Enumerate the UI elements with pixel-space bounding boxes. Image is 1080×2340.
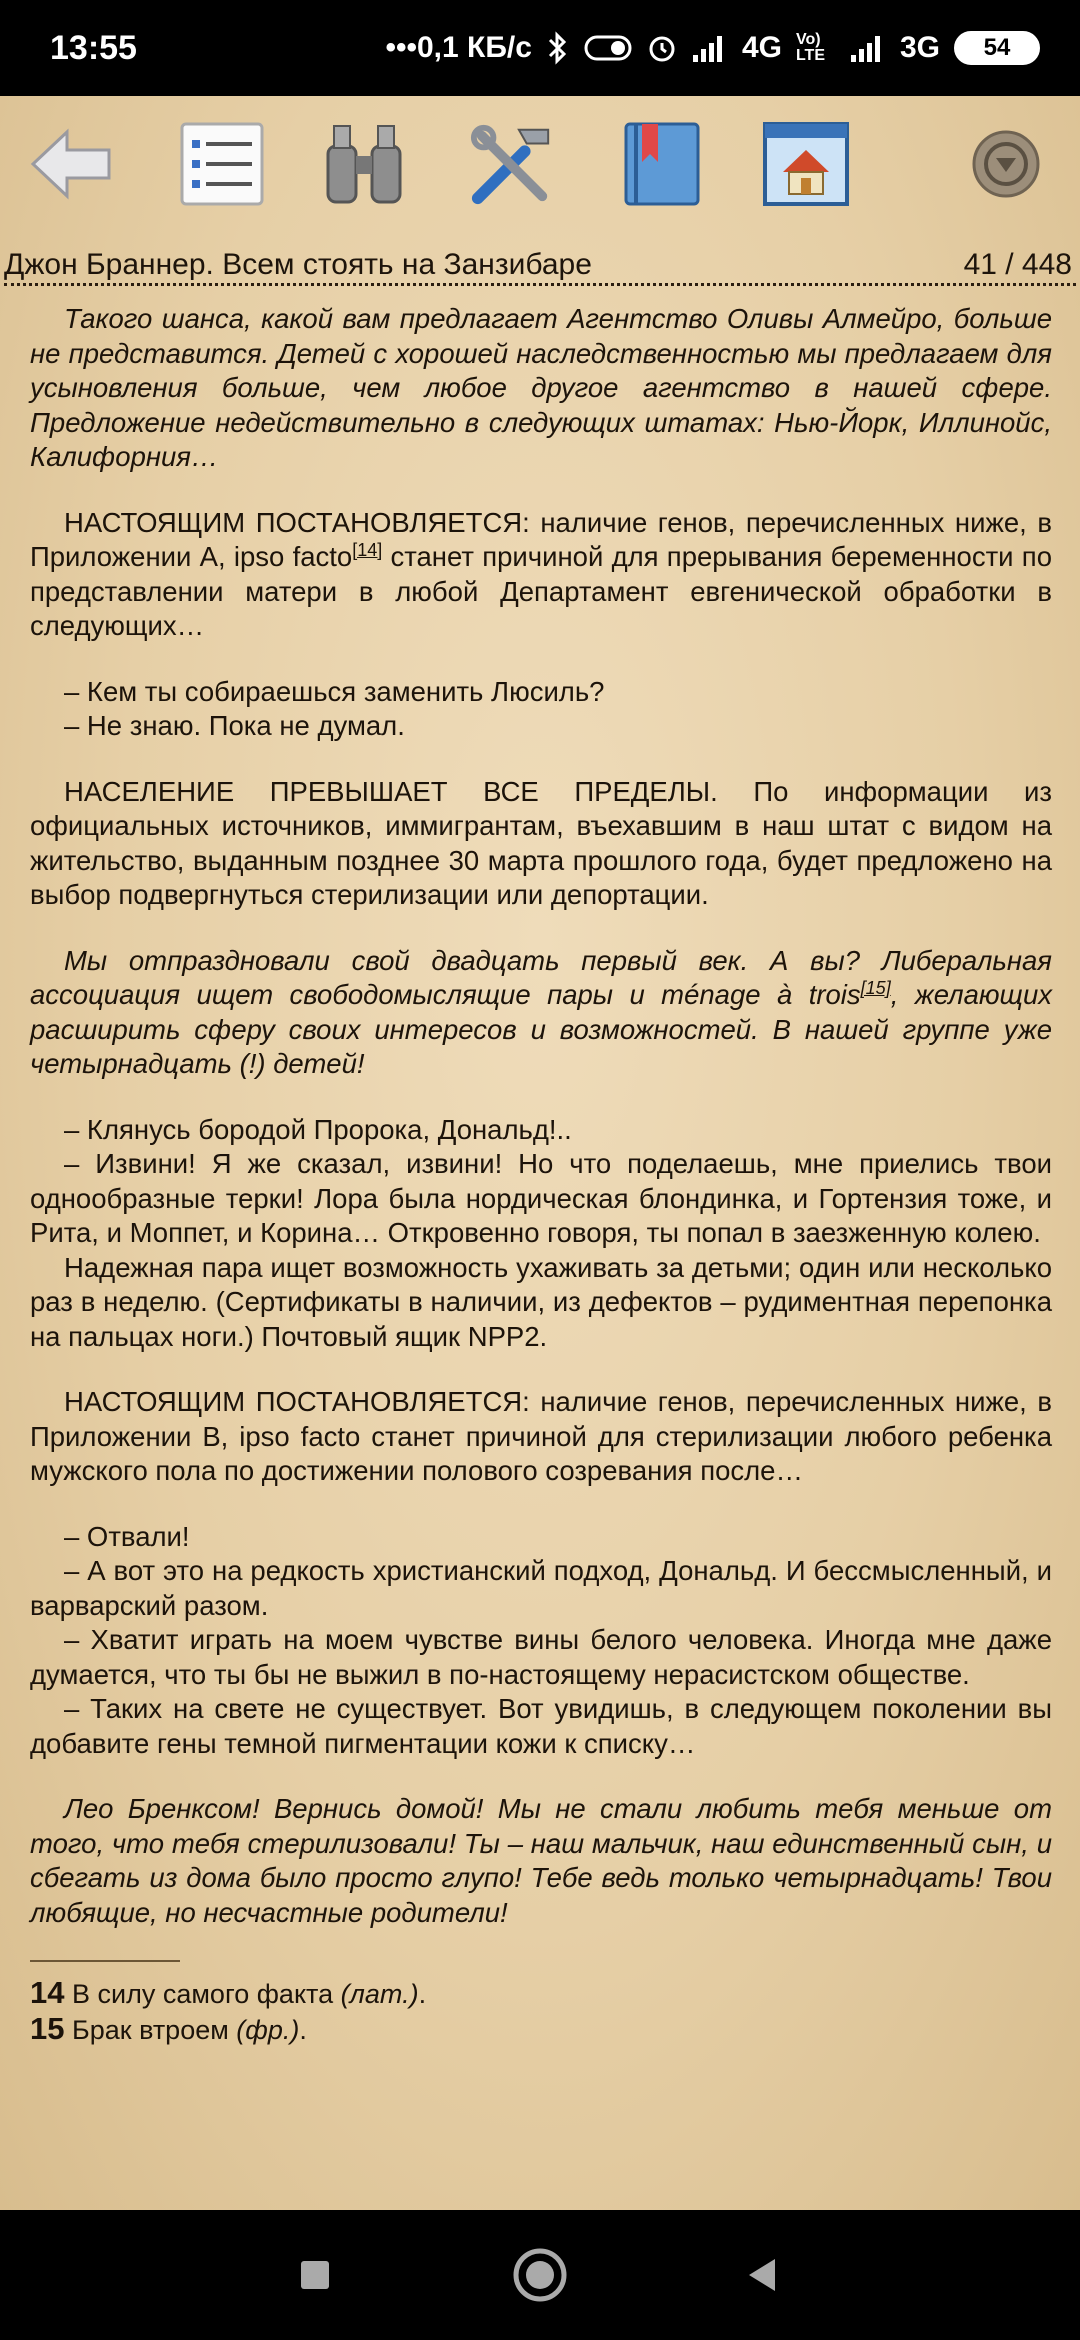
- paragraph: НАСТОЯЩИМ ПОСТАНОВЛЯЕТСЯ: наличие генов, перечисленных ниже, в Приложении B, ipso facto станет причиной для стерилизации любого ребенка мужского пола по достижении полового созревания после…: [30, 1386, 1052, 1486]
- dialogue-line: – А вот это на редкость христианский подход, Дональд. И бессмысленный, и варварский разом.: [30, 1555, 1052, 1621]
- dialogue-line: – Хватит играть на моем чувстве вины белого человека. Иногда мне даже думается, что ты бы не выжил в по-настоящему нерасистском обществе.: [30, 1624, 1052, 1690]
- bluetooth-icon: [546, 31, 570, 65]
- page-counter: 41 / 448: [963, 247, 1072, 281]
- status-indicators: [385, 31, 1040, 65]
- paragraph: Надежная пара ищет возможность ухаживать за детьми; один или несколько раз в неделю. (Сертификаты в наличии, из дефектов – рудиментная перепонка на пальцах ноги.) Почтовый ящик NPP2.: [30, 1251, 1052, 1352]
- status-time: 13:55: [50, 28, 137, 67]
- toggle-icon: [584, 34, 632, 62]
- dialogue-line: – Клянусь бородой Пророка, Дональд!..: [64, 1113, 572, 1145]
- dialogue-line: – Кем ты собираешься заменить Люсиль?: [64, 675, 605, 707]
- dialogue-line: – Не знаю. Пока не думал.: [64, 710, 405, 741]
- dialogue-line: – Таких на свете не существует. Вот увидишь, в следующем поколении вы добавите гены темной пигментации кожи к списку…: [30, 1693, 1052, 1759]
- paragraph: Такого шанса, какой вам предлагает Агентство Оливы Алмейро, больше не представится. Детей с хорошей наследственностью мы предлагаем для усыновления больше, чем любое другое агентство в нашей сфере. Предложение недействительно в следующих штатах: Нью-Йорк, Иллинойс, Калифорния…: [30, 303, 1052, 472]
- home-library-icon[interactable]: [762, 120, 850, 208]
- footnote: 15 Брак втроем (фр.).: [30, 2010, 307, 2046]
- menu-down-icon[interactable]: [962, 120, 1050, 208]
- contents-list-icon[interactable]: [178, 120, 266, 208]
- paragraph: Мы отпраздновали свой двадцать первый век. А вы? Либеральная ассоциация ищет свободомыслящие пары и ménage à trois[15], желающих расширить сферу своих интересов и возможностей. В нашей группе уже четырнадцать (!) детей!: [30, 944, 1053, 1079]
- dialogue-line: – Извини! Я же сказал, извини! Но что поделаешь, мне приелись твои однообразные терки! Лора была нордическая блондинка, и Гортензия тоже, и Рита, и Моппет, и Корина… Откровенно говоря, ты попал в заезженную колею.: [30, 1148, 1052, 1248]
- footnote: 14 В силу самого факта (лат.).: [30, 1975, 427, 2010]
- book-title: Джон Браннер. Всем стоять на Занзибаре: [4, 247, 592, 281]
- footnote-link-15[interactable]: [15]: [860, 977, 891, 998]
- tools-settings-icon[interactable]: [468, 120, 556, 208]
- bookmark-book-icon[interactable]: [618, 120, 706, 208]
- paragraph: НАСЕЛЕНИЕ ПРЕВЫШАЕТ ВСЕ ПРЕДЕЛЫ. По информации из официальных источников, иммигрантам, въехавшим в наш штат с видом на жительство, выданным позднее 30 марта прошлого года, будет предложено на выбор подвергнуться стерилизации или депортации.: [30, 775, 1052, 910]
- back-arrow-icon[interactable]: [28, 120, 116, 208]
- dialogue-line: – Отвали!: [64, 1520, 190, 1552]
- network-speed: •••0,1 КБ/с: [385, 31, 532, 64]
- alarm-icon: [646, 32, 678, 64]
- paragraph: НАСТОЯЩИМ ПОСТАНОВЛЯЕТСЯ: наличие генов, перечисленных ниже, в Приложении A, ipso facto[14] станет причиной для прерывания беременности по представлении матери в любой Департамент евгенической обработки в следующих…: [30, 506, 1052, 641]
- back-triangle-icon[interactable]: [728, 2240, 798, 2310]
- network-type-1: 4G: [741, 31, 782, 64]
- signal-icon-2: [850, 33, 886, 63]
- binoculars-search-icon[interactable]: [320, 120, 408, 208]
- book-text: [30, 302, 1052, 2047]
- battery-level: 54: [954, 31, 1040, 65]
- footnote-link-14[interactable]: [14]: [352, 539, 383, 560]
- system-nav-bar: [0, 2210, 1080, 2340]
- paragraph: Лео Бренксом! Вернись домой! Мы не стали любить тебя меньше от того, что тебя стерилизовали! Ты – наш мальчик, наш единственный сын, и сбегать из дома было просто глупо! Тебе ведь только четырнадцать! Твои любящие, но несчастные родители!: [30, 1793, 1052, 1928]
- reader-toolbar: [0, 96, 1080, 246]
- footnote-separator: [30, 1960, 180, 1962]
- network-type-2: 3G: [899, 31, 940, 64]
- status-bar: [0, 0, 1080, 96]
- volte-label: Vo) LTE: [795, 31, 825, 64]
- book-title-bar: [4, 246, 1076, 286]
- reader-page[interactable]: [0, 96, 1080, 2210]
- signal-icon: [692, 33, 728, 63]
- home-circle-icon[interactable]: [505, 2240, 575, 2310]
- recents-square-icon[interactable]: [280, 2240, 350, 2310]
